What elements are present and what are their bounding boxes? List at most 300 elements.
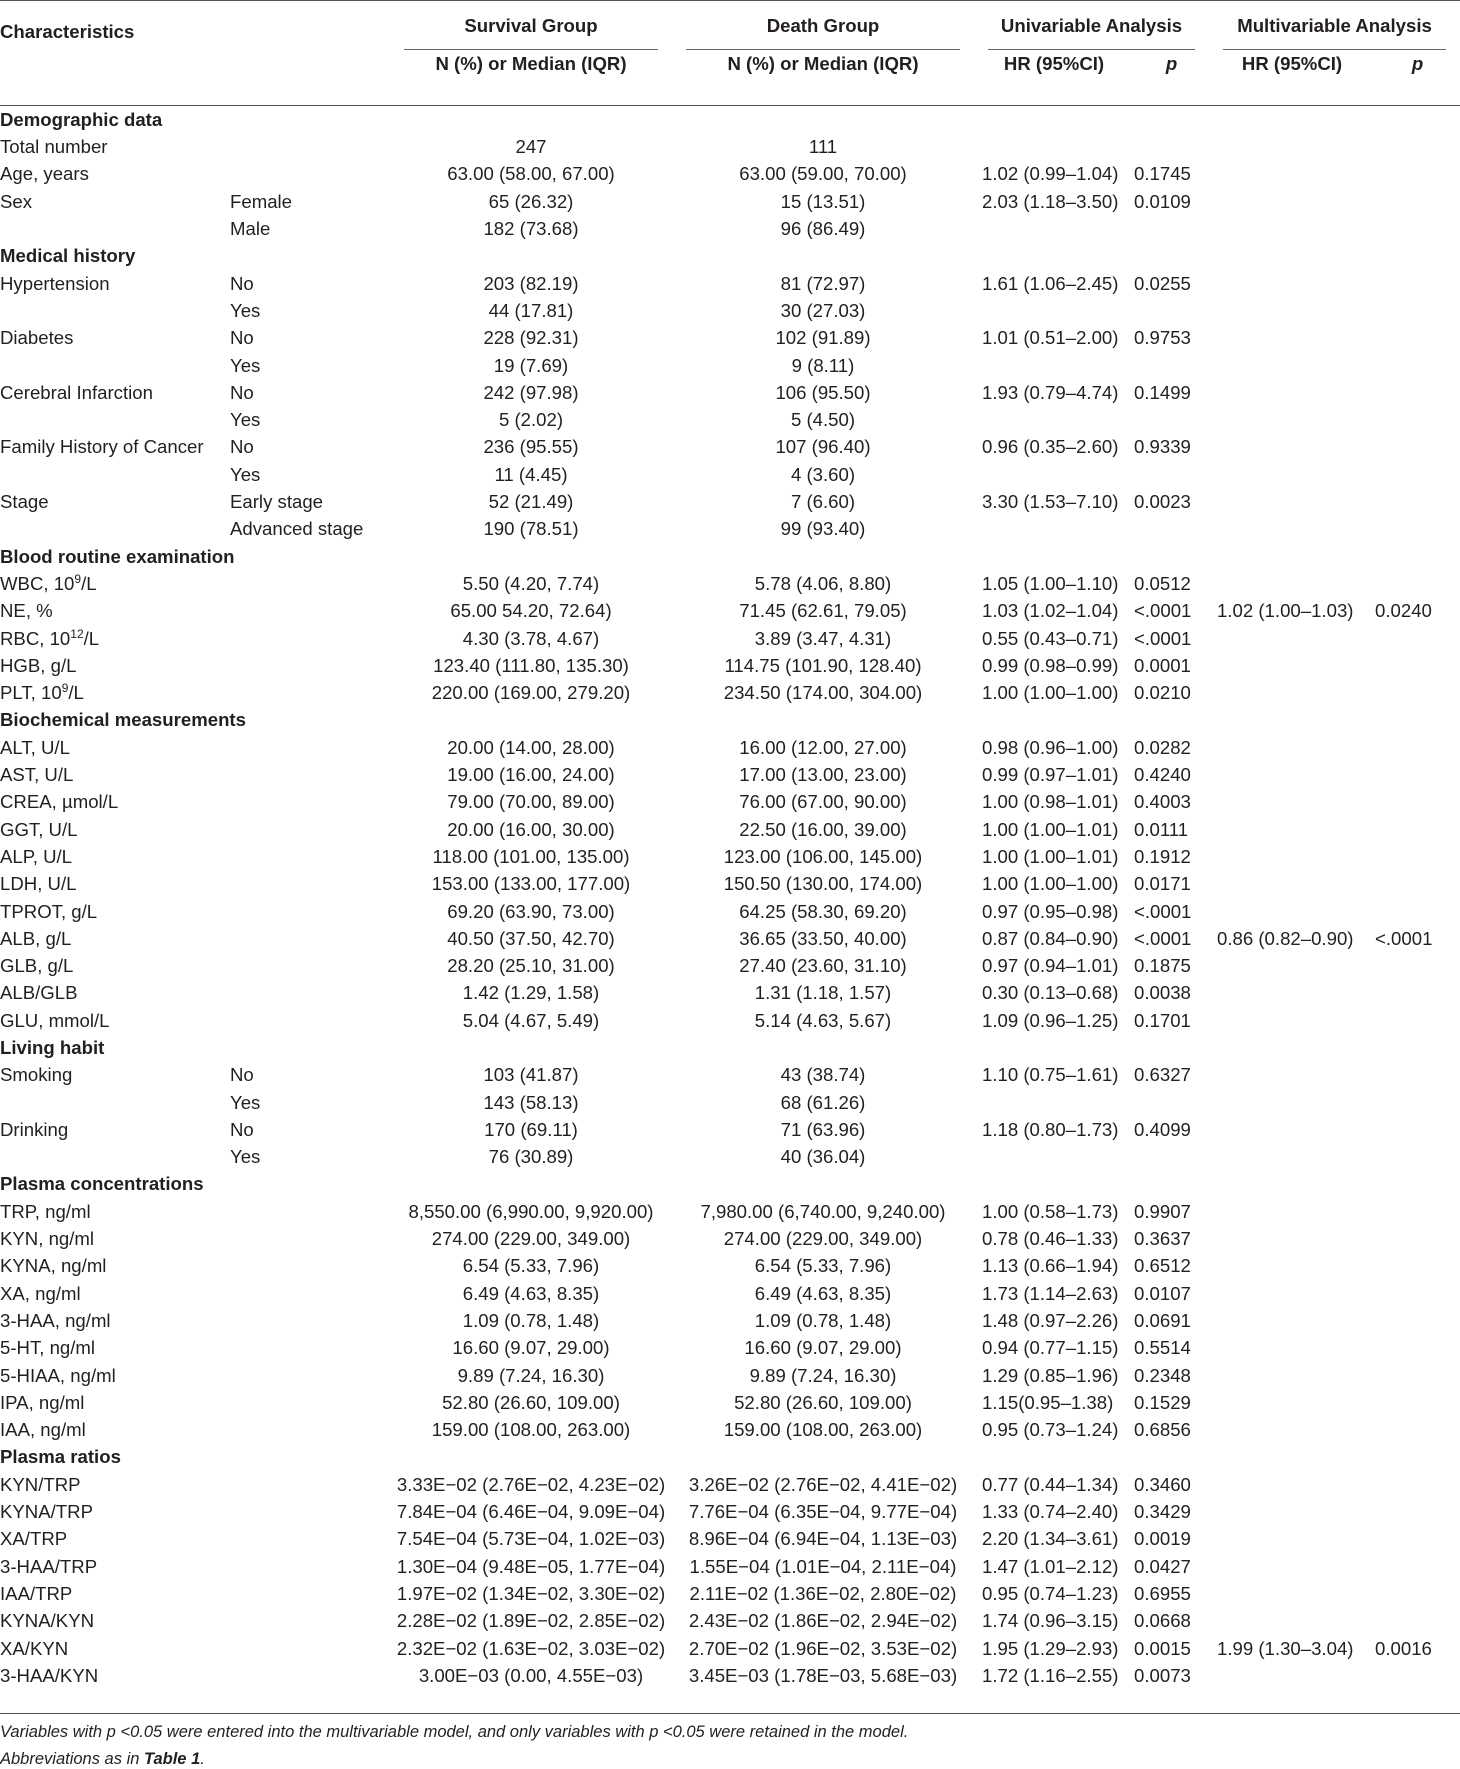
multivariable-hr bbox=[1209, 734, 1375, 761]
row-label: XA, ng/ml bbox=[0, 1282, 81, 1304]
row-sublabel bbox=[230, 1662, 390, 1689]
row-label: KYNA/TRP bbox=[0, 1501, 93, 1523]
survival-value: 2.32E−02 (1.63E−02, 3.03E−02) bbox=[396, 1637, 666, 1659]
multivariable-p bbox=[1375, 734, 1460, 761]
multivariable-hr bbox=[1209, 1225, 1375, 1252]
table-bottom-rule bbox=[0, 1713, 1460, 1714]
row-sublabel: Yes bbox=[230, 1091, 261, 1113]
survival-value: 159.00 (108.00, 263.00) bbox=[431, 1419, 631, 1441]
death-value: 150.50 (130.00, 174.00) bbox=[723, 873, 923, 895]
survival-value: 28.20 (25.10, 31.00) bbox=[447, 955, 615, 977]
multivariable-hr bbox=[1209, 679, 1375, 706]
table-row bbox=[0, 270, 1460, 297]
multivariable-hr bbox=[1209, 1580, 1375, 1607]
multivariable-hr bbox=[1209, 1662, 1375, 1689]
row-label bbox=[0, 406, 230, 433]
univariable-hr: 2.20 (1.34–3.61) bbox=[982, 1528, 1119, 1550]
survival-value: 5.50 (4.20, 7.74) bbox=[462, 572, 600, 594]
multivariable-p bbox=[1375, 1498, 1460, 1525]
row-label: IAA/TRP bbox=[0, 1582, 73, 1604]
univariable-p: 0.9753 bbox=[1134, 327, 1191, 349]
row-label: Family History of Cancer bbox=[0, 436, 204, 458]
table-row bbox=[0, 1116, 1460, 1143]
survival-value: 4.30 (3.78, 4.67) bbox=[462, 627, 600, 649]
row-label: XA/TRP bbox=[0, 1528, 68, 1550]
survival-value: 5.04 (4.67, 5.49) bbox=[462, 1009, 600, 1031]
survival-value: 11 (4.45) bbox=[494, 463, 568, 485]
death-value: 16.60 (9.07, 29.00) bbox=[744, 1337, 902, 1359]
univariable-p: 0.0111 bbox=[1134, 818, 1189, 840]
table-row bbox=[0, 761, 1460, 788]
survival-value: 8,550.00 (6,990.00, 9,920.00) bbox=[408, 1200, 654, 1222]
multivariable-hr bbox=[1209, 515, 1375, 542]
multivariable-p bbox=[1375, 1553, 1460, 1580]
univariable-hr bbox=[974, 1089, 1134, 1116]
row-sublabel bbox=[230, 734, 390, 761]
table-row bbox=[0, 1089, 1460, 1116]
survival-value: 16.60 (9.07, 29.00) bbox=[452, 1337, 610, 1359]
univariable-hr: 0.99 (0.98–0.99) bbox=[982, 654, 1119, 676]
survival-value: 6.49 (4.63, 8.35) bbox=[462, 1282, 600, 1304]
survival-value: 7.54E−04 (5.73E−04, 1.02E−03) bbox=[396, 1528, 666, 1550]
row-sublabel bbox=[230, 652, 390, 679]
row-label bbox=[0, 215, 230, 242]
row-label: GLB, g/L bbox=[0, 955, 74, 977]
univariable-hr: 1.00 (1.00–1.01) bbox=[982, 818, 1119, 840]
univariable-hr: 1.02 (0.99–1.04) bbox=[982, 163, 1119, 185]
multivariable-p bbox=[1375, 188, 1460, 215]
multivariable-hr bbox=[1209, 1061, 1375, 1088]
multivariable-hr bbox=[1209, 1416, 1375, 1443]
row-label: ALB, g/L bbox=[0, 927, 72, 949]
table-row bbox=[0, 952, 1460, 979]
multivariable-hr bbox=[1209, 297, 1375, 324]
univariable-hr: 0.97 (0.94–1.01) bbox=[982, 955, 1119, 977]
row-sublabel bbox=[230, 1525, 390, 1552]
row-label bbox=[0, 1089, 230, 1116]
section-heading: Demographic data bbox=[0, 108, 163, 130]
multivariable-hr bbox=[1209, 652, 1375, 679]
row-label: Drinking bbox=[0, 1118, 69, 1140]
row-sublabel bbox=[230, 1607, 390, 1634]
row-sublabel bbox=[230, 925, 390, 952]
survival-value: 242 (97.98) bbox=[483, 381, 579, 403]
survival-value: 76 (30.89) bbox=[488, 1146, 574, 1168]
death-value: 1.09 (0.78, 1.48) bbox=[754, 1309, 892, 1331]
univariable-p: 0.5514 bbox=[1134, 1337, 1191, 1359]
univariable-p: 0.0255 bbox=[1134, 272, 1191, 294]
multivariable-p bbox=[1375, 1334, 1460, 1361]
footnote-multivariable-note: Variables with p <0.05 were entered into the multivariable model, and only variables with p <0.05 were retained in the model. bbox=[0, 1723, 909, 1741]
table-row bbox=[0, 625, 1460, 652]
death-value: 2.11E−02 (1.36E−02, 2.80E−02) bbox=[689, 1582, 957, 1604]
multivariable-hr bbox=[1209, 570, 1375, 597]
row-label bbox=[0, 1143, 230, 1170]
table-row bbox=[0, 1362, 1460, 1389]
univariable-hr: 0.78 (0.46–1.33) bbox=[982, 1228, 1119, 1250]
multivariable-p bbox=[1375, 1525, 1460, 1552]
row-sublabel bbox=[230, 761, 390, 788]
death-value: 2.43E−02 (1.86E−02, 2.94E−02) bbox=[688, 1610, 958, 1632]
header-uni-p: p bbox=[1165, 53, 1178, 75]
table-row bbox=[0, 1498, 1460, 1525]
univariable-p: 0.0023 bbox=[1134, 491, 1191, 513]
row-sublabel: No bbox=[230, 272, 254, 294]
survival-value: 1.42 (1.29, 1.58) bbox=[462, 982, 600, 1004]
survival-value: 118.00 (101.00, 135.00) bbox=[432, 845, 630, 867]
univariable-hr bbox=[974, 406, 1134, 433]
death-value: 111 bbox=[808, 136, 838, 158]
multivariable-p bbox=[1375, 133, 1460, 160]
univariable-hr: 0.55 (0.43–0.71) bbox=[982, 627, 1119, 649]
multivariable-p bbox=[1375, 270, 1460, 297]
row-sublabel bbox=[230, 1362, 390, 1389]
univariable-p: 0.1529 bbox=[1134, 1391, 1191, 1413]
multivariable-p bbox=[1375, 1280, 1460, 1307]
multivariable-hr bbox=[1209, 1362, 1375, 1389]
table-row bbox=[0, 925, 1460, 952]
row-sublabel bbox=[230, 1553, 390, 1580]
univariable-hr: 1.09 (0.96–1.25) bbox=[982, 1009, 1119, 1031]
survival-value: 1.97E−02 (1.34E−02, 3.30E−02) bbox=[396, 1582, 666, 1604]
multivariable-hr bbox=[1209, 1553, 1375, 1580]
death-value: 22.50 (16.00, 39.00) bbox=[739, 818, 907, 840]
multivariable-hr bbox=[1209, 1089, 1375, 1116]
row-label bbox=[0, 352, 230, 379]
row-sublabel bbox=[230, 160, 390, 187]
table-row bbox=[0, 1007, 1460, 1034]
row-label: 3-HAA, ng/ml bbox=[0, 1309, 111, 1331]
univariable-hr: 3.30 (1.53–7.10) bbox=[982, 491, 1119, 513]
survival-value: 19.00 (16.00, 24.00) bbox=[447, 764, 615, 786]
section-heading: Biochemical measurements bbox=[0, 709, 246, 731]
row-label: PLT, $10^9/L$ bbox=[0, 681, 84, 704]
row-sublabel: Male bbox=[230, 218, 271, 240]
header-characteristics: Characteristics bbox=[0, 20, 135, 42]
multivariable-p bbox=[1375, 1089, 1460, 1116]
survival-value: 1.09 (0.78, 1.48) bbox=[462, 1309, 600, 1331]
table-row bbox=[0, 679, 1460, 706]
table-row bbox=[0, 1607, 1460, 1634]
death-value: 6.49 (4.63, 8.35) bbox=[754, 1282, 892, 1304]
multivariable-hr bbox=[1209, 324, 1375, 351]
death-value: 7.76E−04 (6.35E−04, 9.77E−04) bbox=[688, 1501, 958, 1523]
multivariable-hr: 0.86 (0.82–0.90) bbox=[1217, 927, 1354, 949]
death-value: 107 (96.40) bbox=[775, 436, 871, 458]
multivariable-hr bbox=[1209, 1307, 1375, 1334]
multivariable-hr bbox=[1209, 133, 1375, 160]
row-sublabel: No bbox=[230, 381, 254, 403]
death-value: 9.89 (7.24, 16.30) bbox=[749, 1364, 897, 1386]
univariable-hr: 1.00 (1.00–1.01) bbox=[982, 845, 1119, 867]
multivariable-hr bbox=[1209, 870, 1375, 897]
row-label: GLU, mmol/L bbox=[0, 1009, 110, 1031]
multivariable-hr bbox=[1209, 215, 1375, 242]
row-sublabel: Early stage bbox=[230, 491, 324, 513]
multivariable-p bbox=[1375, 979, 1460, 1006]
survival-value: 3.33E−02 (2.76E−02, 4.23E−02) bbox=[396, 1473, 666, 1495]
table-row bbox=[0, 160, 1460, 187]
multivariable-p bbox=[1375, 1198, 1460, 1225]
survival-value: 52.80 (26.60, 109.00) bbox=[442, 1391, 620, 1413]
survival-value: 69.20 (63.90, 73.00) bbox=[447, 900, 615, 922]
univariable-hr: 1.33 (0.74–2.40) bbox=[982, 1501, 1119, 1523]
unit-exponent: 9 bbox=[74, 571, 82, 586]
univariable-p bbox=[1134, 515, 1209, 542]
row-sublabel bbox=[230, 1635, 390, 1662]
multivariable-hr bbox=[1209, 188, 1375, 215]
table-row bbox=[0, 597, 1460, 624]
table-row bbox=[0, 788, 1460, 815]
table-row bbox=[0, 870, 1460, 897]
univariable-hr: 1.01 (0.51–2.00) bbox=[982, 327, 1119, 349]
death-value: 16.00 (12.00, 27.00) bbox=[739, 736, 907, 758]
row-sublabel bbox=[230, 952, 390, 979]
univariable-hr: 0.87 (0.84–0.90) bbox=[982, 927, 1119, 949]
multivariable-p bbox=[1375, 1471, 1460, 1498]
table-row bbox=[0, 1198, 1460, 1225]
table-row bbox=[0, 734, 1460, 761]
section-heading: Blood routine examination bbox=[0, 545, 235, 567]
multivariable-p bbox=[1375, 515, 1460, 542]
table-body bbox=[0, 105, 1460, 1689]
survival-value: 220.00 (169.00, 279.20) bbox=[431, 682, 631, 704]
univariable-hr: 1.10 (0.75–1.61) bbox=[982, 1064, 1119, 1086]
footnote-abbreviations: Abbreviations as in Table 1. bbox=[0, 1750, 205, 1768]
footnote-table-ref[interactable]: Table 1 bbox=[144, 1750, 201, 1768]
row-label: KYNA/KYN bbox=[0, 1610, 95, 1632]
header-multi-p: p bbox=[1411, 53, 1424, 75]
row-sublabel: Female bbox=[230, 190, 293, 212]
row-label: LDH, U/L bbox=[0, 873, 77, 895]
row-sublabel bbox=[230, 1580, 390, 1607]
univariable-p: 0.0001 bbox=[1134, 654, 1191, 676]
row-sublabel bbox=[230, 1225, 390, 1252]
multivariable-hr bbox=[1209, 352, 1375, 379]
univariable-p: 0.1912 bbox=[1134, 845, 1191, 867]
multivariable-hr bbox=[1209, 1116, 1375, 1143]
multivariable-hr bbox=[1209, 1607, 1375, 1634]
univariable-hr: 1.15(0.95–1.38) bbox=[982, 1391, 1114, 1413]
death-value: 123.00 (106.00, 145.00) bbox=[723, 845, 923, 867]
death-value: 99 (93.40) bbox=[780, 518, 866, 540]
row-label: 3-HAA/TRP bbox=[0, 1555, 98, 1577]
survival-value: 9.89 (7.24, 16.30) bbox=[457, 1364, 605, 1386]
row-sublabel bbox=[230, 1389, 390, 1416]
survival-value: 1.30E−04 (9.48E−05, 1.77E−04) bbox=[396, 1555, 666, 1577]
table-row bbox=[0, 1252, 1460, 1279]
univariable-hr bbox=[974, 515, 1134, 542]
row-label: KYN/TRP bbox=[0, 1473, 81, 1495]
table-row bbox=[0, 843, 1460, 870]
row-label: 5-HT, ng/ml bbox=[0, 1337, 96, 1359]
univariable-hr: 0.97 (0.95–0.98) bbox=[982, 900, 1119, 922]
multivariable-p bbox=[1375, 1580, 1460, 1607]
univariable-hr: 0.77 (0.44–1.34) bbox=[982, 1473, 1119, 1495]
multivariable-p bbox=[1375, 870, 1460, 897]
multivariable-p bbox=[1375, 215, 1460, 242]
univariable-hr: 1.93 (0.79–4.74) bbox=[982, 381, 1119, 403]
table-row bbox=[0, 515, 1460, 542]
section-row bbox=[0, 1034, 1460, 1061]
univariable-p bbox=[1134, 461, 1209, 488]
univariable-p: 0.3460 bbox=[1134, 1473, 1191, 1495]
univariable-hr: 0.30 (0.13–0.68) bbox=[982, 982, 1119, 1004]
row-label: WBC, $10^9/L$ bbox=[0, 571, 97, 594]
table-row bbox=[0, 297, 1460, 324]
univariable-p: <.0001 bbox=[1134, 600, 1192, 622]
death-value: 52.80 (26.60, 109.00) bbox=[734, 1391, 912, 1413]
death-value: 5.78 (4.06, 8.80) bbox=[754, 572, 892, 594]
univariable-p: 0.0210 bbox=[1134, 682, 1191, 704]
death-value: 1.31 (1.18, 1.57) bbox=[754, 982, 892, 1004]
row-label: Diabetes bbox=[0, 327, 74, 349]
table-row bbox=[0, 1389, 1460, 1416]
multivariable-p bbox=[1375, 679, 1460, 706]
multivariable-p bbox=[1375, 1416, 1460, 1443]
death-value: 40 (36.04) bbox=[780, 1146, 866, 1168]
row-label: AST, U/L bbox=[0, 764, 74, 786]
row-label: RBC, $10^{12}/L$ bbox=[0, 626, 100, 649]
table-row bbox=[0, 898, 1460, 925]
row-label: Cerebral Infarction bbox=[0, 381, 153, 403]
table-row bbox=[0, 1662, 1460, 1689]
univariable-hr: 1.61 (1.06–2.45) bbox=[982, 272, 1119, 294]
univariable-hr: 1.29 (0.85–1.96) bbox=[982, 1364, 1119, 1386]
row-label: TPROT, g/L bbox=[0, 900, 98, 922]
death-value: 159.00 (108.00, 263.00) bbox=[723, 1419, 923, 1441]
univariable-hr bbox=[974, 1143, 1134, 1170]
death-value: 81 (72.97) bbox=[780, 272, 866, 294]
univariable-hr: 1.13 (0.66–1.94) bbox=[982, 1255, 1119, 1277]
table-row bbox=[0, 1580, 1460, 1607]
univariable-p: 0.0109 bbox=[1134, 190, 1191, 212]
section-row bbox=[0, 242, 1460, 269]
multivariable-p bbox=[1375, 160, 1460, 187]
multivariable-hr bbox=[1209, 406, 1375, 433]
univariable-p: 0.3637 bbox=[1134, 1228, 1191, 1250]
univariable-p: 0.4240 bbox=[1134, 764, 1191, 786]
survival-value: 52 (21.49) bbox=[488, 491, 574, 513]
row-label: Sex bbox=[0, 190, 33, 212]
death-value: 114.75 (101.90, 128.40) bbox=[724, 654, 922, 676]
death-value: 5 (4.50) bbox=[790, 409, 856, 431]
table-row bbox=[0, 461, 1460, 488]
univariable-p: 0.0282 bbox=[1134, 736, 1191, 758]
multivariable-hr bbox=[1209, 433, 1375, 460]
multivariable-hr bbox=[1209, 1334, 1375, 1361]
death-value: 64.25 (58.30, 69.20) bbox=[739, 900, 907, 922]
multivariable-hr bbox=[1209, 788, 1375, 815]
univariable-p bbox=[1134, 1143, 1209, 1170]
row-label: KYN, ng/ml bbox=[0, 1228, 95, 1250]
multivariable-hr bbox=[1209, 1389, 1375, 1416]
survival-value: 143 (58.13) bbox=[483, 1091, 579, 1113]
univariable-p: 0.6955 bbox=[1134, 1582, 1191, 1604]
multivariable-p bbox=[1375, 379, 1460, 406]
multivariable-hr bbox=[1209, 1198, 1375, 1225]
row-sublabel bbox=[230, 898, 390, 925]
univariable-p: <.0001 bbox=[1134, 927, 1192, 949]
multivariable-p bbox=[1375, 1662, 1460, 1689]
row-sublabel: Yes bbox=[230, 299, 261, 321]
section-row bbox=[0, 543, 1460, 570]
univariable-p: 0.6327 bbox=[1134, 1064, 1191, 1086]
multivariable-p bbox=[1375, 898, 1460, 925]
survival-value: 228 (92.31) bbox=[483, 327, 579, 349]
survival-value: 103 (41.87) bbox=[483, 1064, 579, 1086]
multivariable-p bbox=[1375, 488, 1460, 515]
row-label: Stage bbox=[0, 491, 49, 513]
death-value: 2.70E−02 (1.96E−02, 3.53E−02) bbox=[688, 1637, 958, 1659]
header-row-columns bbox=[0, 50, 1460, 77]
univariable-p bbox=[1134, 297, 1209, 324]
univariable-p: 0.4099 bbox=[1134, 1118, 1191, 1140]
header-death-n: N (%) or Median (IQR) bbox=[727, 53, 919, 75]
univariable-hr: 0.99 (0.97–1.01) bbox=[982, 764, 1119, 786]
multivariable-hr: 1.99 (1.30–3.04) bbox=[1217, 1637, 1354, 1659]
row-sublabel: No bbox=[230, 1118, 254, 1140]
multivariable-hr bbox=[1209, 160, 1375, 187]
row-label: HGB, g/L bbox=[0, 654, 77, 676]
multivariable-p bbox=[1375, 952, 1460, 979]
row-label: Total number bbox=[0, 136, 108, 158]
univariable-hr: 0.95 (0.73–1.24) bbox=[982, 1419, 1119, 1441]
death-value: 4 (3.60) bbox=[790, 463, 856, 485]
header-multivariable: Multivariable Analysis bbox=[1209, 12, 1460, 50]
survival-value: 63.00 (58.00, 67.00) bbox=[447, 163, 615, 185]
multivariable-hr bbox=[1209, 979, 1375, 1006]
table-row bbox=[0, 1280, 1460, 1307]
multivariable-p bbox=[1375, 1225, 1460, 1252]
table-row bbox=[0, 1225, 1460, 1252]
multivariable-p: <.0001 bbox=[1375, 927, 1433, 949]
univariable-hr bbox=[974, 297, 1134, 324]
multivariable-p bbox=[1375, 1116, 1460, 1143]
univariable-hr: 1.18 (0.80–1.73) bbox=[982, 1118, 1119, 1140]
multivariable-hr bbox=[1209, 270, 1375, 297]
univariable-p bbox=[1134, 133, 1209, 160]
univariable-p bbox=[1134, 352, 1209, 379]
univariable-p: 0.0691 bbox=[1134, 1309, 1191, 1331]
row-sublabel: Yes bbox=[230, 354, 261, 376]
multivariable-hr bbox=[1209, 816, 1375, 843]
multivariable-p: 0.0240 bbox=[1375, 600, 1432, 622]
death-value: 3.45E−03 (1.78E−03, 5.68E−03) bbox=[688, 1664, 958, 1686]
table-row bbox=[0, 324, 1460, 351]
table-row bbox=[0, 1334, 1460, 1361]
row-label: Smoking bbox=[0, 1064, 73, 1086]
multivariable-hr bbox=[1209, 1007, 1375, 1034]
multivariable-hr: 1.02 (1.00–1.03) bbox=[1217, 600, 1354, 622]
header-survival-group: Survival Group bbox=[390, 12, 672, 50]
survival-value: 7.84E−04 (6.46E−04, 9.09E−04) bbox=[396, 1501, 666, 1523]
table-row bbox=[0, 215, 1460, 242]
death-value: 68 (61.26) bbox=[780, 1091, 866, 1113]
death-value: 96 (86.49) bbox=[780, 218, 866, 240]
multivariable-hr bbox=[1209, 1280, 1375, 1307]
row-sublabel: No bbox=[230, 1064, 254, 1086]
table-row bbox=[0, 188, 1460, 215]
univariable-p: 0.0427 bbox=[1134, 1555, 1191, 1577]
univariable-hr: 1.48 (0.97–2.26) bbox=[982, 1309, 1119, 1331]
section-heading: Living habit bbox=[0, 1036, 105, 1058]
multivariable-hr bbox=[1209, 1143, 1375, 1170]
row-sublabel bbox=[230, 1280, 390, 1307]
univariable-hr bbox=[974, 352, 1134, 379]
univariable-hr: 1.00 (0.98–1.01) bbox=[982, 791, 1119, 813]
death-value: 9 (8.11) bbox=[791, 354, 855, 376]
